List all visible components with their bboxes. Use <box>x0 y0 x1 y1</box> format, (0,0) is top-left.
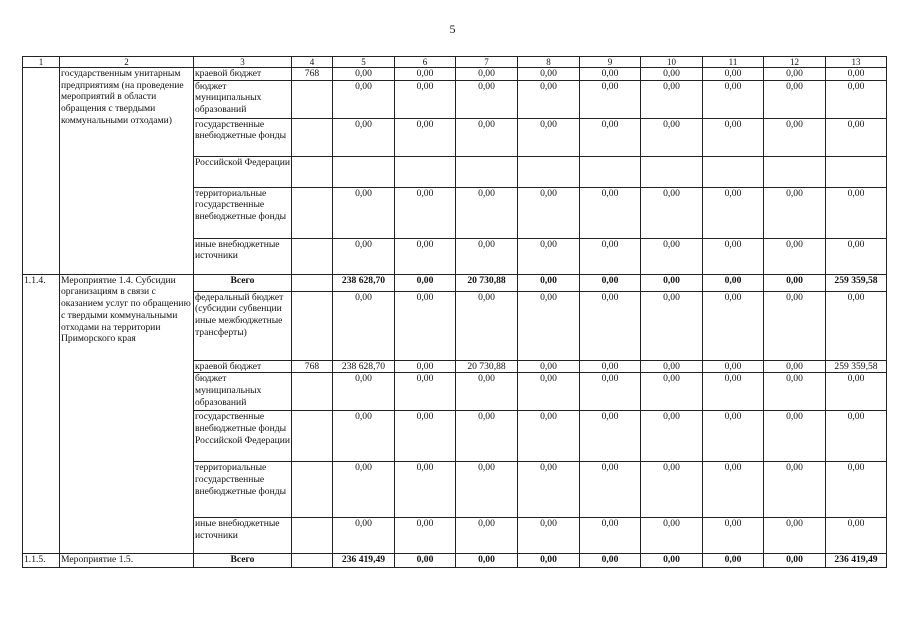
value-cell: 0,00 <box>703 411 764 462</box>
value-cell: 0,00 <box>456 554 518 568</box>
row-number-cell <box>23 68 60 275</box>
page-number: 5 <box>449 22 456 36</box>
value-cell: 0,00 <box>641 118 703 156</box>
code-cell <box>292 462 333 518</box>
value-cell: 0,00 <box>641 68 703 81</box>
value-cell: 0,00 <box>395 518 456 554</box>
value-cell <box>703 156 764 187</box>
value-cell: 0,00 <box>580 373 641 411</box>
value-cell: 0,00 <box>641 274 703 291</box>
value-cell: 0,00 <box>333 373 395 411</box>
value-cell: 0,00 <box>518 68 580 81</box>
value-cell: 20 730,88 <box>456 274 518 291</box>
header-cell: 13 <box>826 57 887 68</box>
funding-source-cell: территориальные государственные внебюджетные фонды <box>194 187 292 238</box>
budget-table <box>22 56 887 568</box>
value-cell: 0,00 <box>456 291 518 360</box>
value-cell: 0,00 <box>580 360 641 373</box>
value-cell: 0,00 <box>826 238 887 274</box>
value-cell: 0,00 <box>518 80 580 118</box>
value-cell: 0,00 <box>703 80 764 118</box>
value-cell: 0,00 <box>580 118 641 156</box>
code-cell <box>292 373 333 411</box>
value-cell: 0,00 <box>641 518 703 554</box>
code-cell <box>292 238 333 274</box>
value-cell <box>826 156 887 187</box>
code-cell <box>292 118 333 156</box>
value-cell: 0,00 <box>395 187 456 238</box>
header-cell: 12 <box>764 57 826 68</box>
funding-source-cell: государственные внебюджетные фонды Российской Федерации <box>194 411 292 462</box>
value-cell: 238 628,70 <box>333 274 395 291</box>
value-cell: 0,00 <box>641 291 703 360</box>
header-cell: 6 <box>395 57 456 68</box>
value-cell: 0,00 <box>580 80 641 118</box>
header-cell: 5 <box>333 57 395 68</box>
value-cell: 0,00 <box>456 411 518 462</box>
value-cell: 0,00 <box>456 518 518 554</box>
code-cell: 768 <box>292 360 333 373</box>
value-cell: 0,00 <box>580 291 641 360</box>
code-cell <box>292 156 333 187</box>
value-cell: 0,00 <box>764 360 826 373</box>
value-cell: 0,00 <box>333 411 395 462</box>
value-cell: 0,00 <box>764 187 826 238</box>
code-cell <box>292 554 333 568</box>
value-cell: 0,00 <box>395 68 456 81</box>
header-cell: 8 <box>518 57 580 68</box>
value-cell: 0,00 <box>456 373 518 411</box>
value-cell: 0,00 <box>580 68 641 81</box>
value-cell: 0,00 <box>826 80 887 118</box>
header-cell: 2 <box>60 57 194 68</box>
value-cell: 0,00 <box>395 411 456 462</box>
value-cell: 0,00 <box>826 187 887 238</box>
header-cell: 11 <box>703 57 764 68</box>
value-cell: 0,00 <box>518 554 580 568</box>
value-cell: 238 628,70 <box>333 360 395 373</box>
value-cell: 0,00 <box>580 274 641 291</box>
value-cell: 0,00 <box>395 360 456 373</box>
value-cell: 0,00 <box>641 462 703 518</box>
header-cell: 9 <box>580 57 641 68</box>
value-cell: 0,00 <box>518 373 580 411</box>
value-cell: 0,00 <box>764 462 826 518</box>
measure-name-cell: государственным унитарным предприятиям (на проведение мероприятий в области обращения с твердыми коммунальными отходами) <box>60 68 194 275</box>
value-cell: 0,00 <box>703 68 764 81</box>
header-cell: 7 <box>456 57 518 68</box>
funding-source-cell: территориальные государственные внебюджетные фонды <box>194 462 292 518</box>
value-cell: 0,00 <box>395 118 456 156</box>
table-row <box>23 554 887 568</box>
value-cell: 0,00 <box>703 118 764 156</box>
value-cell: 0,00 <box>703 518 764 554</box>
value-cell: 0,00 <box>518 360 580 373</box>
value-cell: 0,00 <box>641 187 703 238</box>
code-cell <box>292 187 333 238</box>
value-cell: 0,00 <box>395 274 456 291</box>
value-cell: 0,00 <box>641 373 703 411</box>
value-cell: 0,00 <box>518 291 580 360</box>
value-cell: 20 730,88 <box>456 360 518 373</box>
value-cell: 0,00 <box>456 118 518 156</box>
value-cell: 259 359,58 <box>826 274 887 291</box>
value-cell: 0,00 <box>333 518 395 554</box>
value-cell: 0,00 <box>641 360 703 373</box>
value-cell: 0,00 <box>764 554 826 568</box>
value-cell: 0,00 <box>518 118 580 156</box>
value-cell <box>518 156 580 187</box>
value-cell: 0,00 <box>764 373 826 411</box>
table-body <box>23 57 887 568</box>
value-cell: 0,00 <box>518 187 580 238</box>
value-cell: 0,00 <box>518 238 580 274</box>
value-cell: 0,00 <box>395 462 456 518</box>
value-cell: 0,00 <box>333 187 395 238</box>
value-cell: 0,00 <box>826 462 887 518</box>
funding-source-cell: краевой бюджет <box>194 68 292 81</box>
value-cell <box>395 156 456 187</box>
value-cell: 0,00 <box>580 518 641 554</box>
value-cell: 0,00 <box>333 462 395 518</box>
value-cell: 0,00 <box>703 554 764 568</box>
value-cell: 0,00 <box>764 274 826 291</box>
header-cell: 3 <box>194 57 292 68</box>
value-cell: 0,00 <box>764 238 826 274</box>
row-number-cell: 1.1.4. <box>23 274 60 554</box>
funding-source-cell: иные внебюджетные источники <box>194 518 292 554</box>
measure-name-cell: Мероприятие 1.4. Субсидии организациям в связи с оказанием услуг по обращению с твердыми коммунальными отходами на территории Приморского края <box>60 274 194 554</box>
value-cell: 0,00 <box>703 238 764 274</box>
value-cell: 0,00 <box>703 291 764 360</box>
code-cell <box>292 411 333 462</box>
value-cell: 0,00 <box>518 462 580 518</box>
value-cell: 0,00 <box>826 518 887 554</box>
value-cell: 0,00 <box>580 411 641 462</box>
value-cell: 0,00 <box>333 118 395 156</box>
value-cell: 0,00 <box>580 462 641 518</box>
value-cell: 0,00 <box>333 68 395 81</box>
value-cell: 0,00 <box>580 554 641 568</box>
value-cell: 0,00 <box>641 80 703 118</box>
value-cell: 0,00 <box>703 274 764 291</box>
value-cell: 0,00 <box>456 238 518 274</box>
value-cell: 0,00 <box>333 291 395 360</box>
value-cell: 0,00 <box>395 291 456 360</box>
value-cell <box>641 156 703 187</box>
funding-source-cell: Российской Федерации <box>194 156 292 187</box>
value-cell: 0,00 <box>826 411 887 462</box>
header-row <box>23 57 887 68</box>
funding-source-cell: Всего <box>194 274 292 291</box>
value-cell: 0,00 <box>580 187 641 238</box>
value-cell: 0,00 <box>641 411 703 462</box>
value-cell: 0,00 <box>333 80 395 118</box>
value-cell: 0,00 <box>641 238 703 274</box>
value-cell: 0,00 <box>764 118 826 156</box>
value-cell: 0,00 <box>764 291 826 360</box>
value-cell: 236 419,49 <box>333 554 395 568</box>
table-row <box>23 274 887 291</box>
funding-source-cell: государственные внебюджетные фонды <box>194 118 292 156</box>
value-cell: 0,00 <box>764 68 826 81</box>
value-cell: 0,00 <box>456 462 518 518</box>
value-cell: 0,00 <box>580 238 641 274</box>
value-cell: 0,00 <box>518 518 580 554</box>
value-cell: 0,00 <box>764 411 826 462</box>
header-cell: 10 <box>641 57 703 68</box>
value-cell: 0,00 <box>456 68 518 81</box>
code-cell <box>292 518 333 554</box>
funding-source-cell: иные внебюджетные источники <box>194 238 292 274</box>
code-cell <box>292 274 333 291</box>
funding-source-cell: Всего <box>194 554 292 568</box>
value-cell: 0,00 <box>333 238 395 274</box>
value-cell: 0,00 <box>703 187 764 238</box>
value-cell: 0,00 <box>641 554 703 568</box>
value-cell: 0,00 <box>395 554 456 568</box>
header-cell: 4 <box>292 57 333 68</box>
value-cell: 0,00 <box>764 518 826 554</box>
funding-source-cell: бюджет муниципальных образований <box>194 373 292 411</box>
value-cell: 0,00 <box>518 274 580 291</box>
value-cell <box>764 156 826 187</box>
value-cell: 0,00 <box>395 373 456 411</box>
value-cell: 0,00 <box>703 360 764 373</box>
value-cell: 0,00 <box>395 238 456 274</box>
value-cell: 0,00 <box>826 373 887 411</box>
row-number-cell: 1.1.5. <box>23 554 60 568</box>
value-cell: 236 419,49 <box>826 554 887 568</box>
value-cell: 0,00 <box>703 373 764 411</box>
code-cell <box>292 291 333 360</box>
value-cell: 0,00 <box>456 80 518 118</box>
funding-source-cell: краевой бюджет <box>194 360 292 373</box>
value-cell: 0,00 <box>703 462 764 518</box>
value-cell: 0,00 <box>518 411 580 462</box>
funding-source-cell: федеральный бюджет (субсидии субвенции иные межбюджетные трансферты) <box>194 291 292 360</box>
value-cell: 0,00 <box>456 187 518 238</box>
value-cell: 0,00 <box>826 118 887 156</box>
value-cell: 0,00 <box>764 80 826 118</box>
code-cell <box>292 80 333 118</box>
funding-source-cell: бюджет муниципальных образований <box>194 80 292 118</box>
measure-name-cell: Мероприятие 1.5. <box>60 554 194 568</box>
value-cell: 0,00 <box>826 291 887 360</box>
value-cell: 259 359,58 <box>826 360 887 373</box>
value-cell: 0,00 <box>395 80 456 118</box>
value-cell <box>333 156 395 187</box>
value-cell: 0,00 <box>826 68 887 81</box>
header-cell: 1 <box>23 57 60 68</box>
code-cell: 768 <box>292 68 333 81</box>
value-cell <box>580 156 641 187</box>
value-cell <box>456 156 518 187</box>
table-row <box>23 68 887 81</box>
